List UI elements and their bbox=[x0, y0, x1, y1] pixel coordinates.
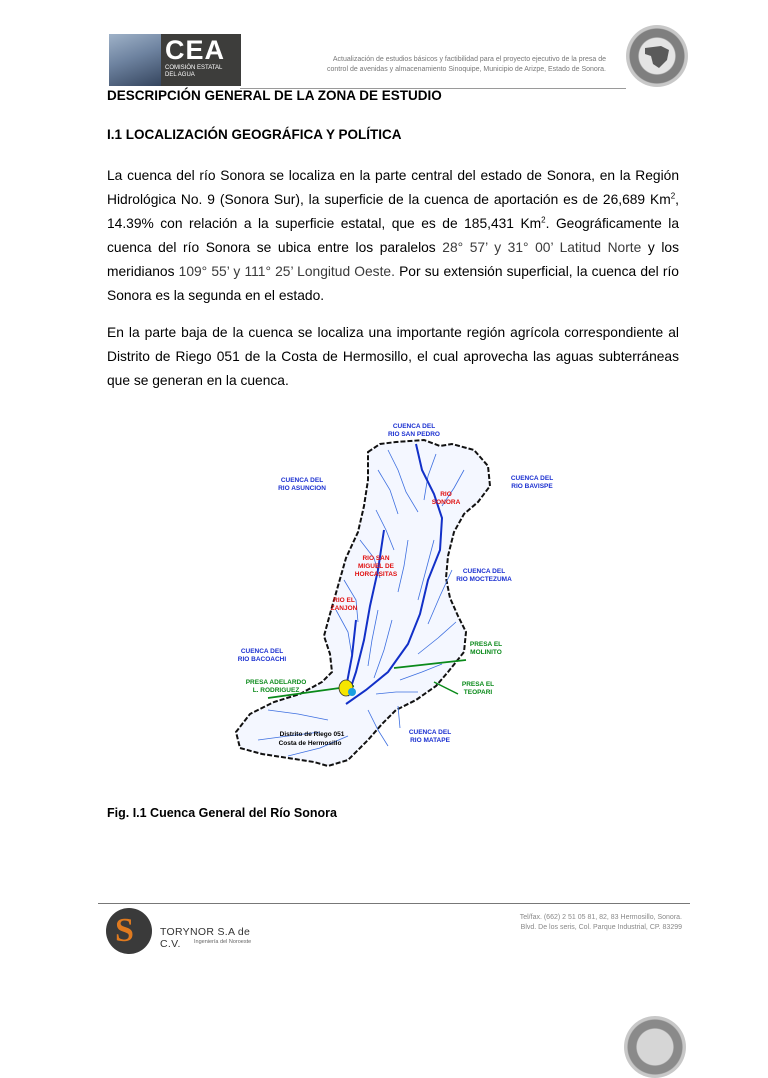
label-san-miguel: HORCASITAS bbox=[354, 571, 398, 578]
header-desc-line1: Actualización de estudios básicos y factibilidad para el proyecto ejecutivo de la presa de bbox=[332, 56, 606, 63]
subsection-title: I.1 LOCALIZACIÓN GEOGRÁFICA Y POLÍTICA bbox=[107, 127, 402, 142]
superscript: 2 bbox=[541, 215, 546, 225]
cea-logo-subtitle bbox=[165, 65, 239, 79]
header-desc-line2: control de avenidas y almacenamiento Sinoquipe, Municipio de Arizpe, Estado de Sonora. bbox=[326, 66, 606, 73]
contact-line2: Blvd. De los seris, Col. Parque Industrial, CP. 83299 bbox=[520, 924, 682, 931]
paragraph-text: Por su extensión superficial, la cuenca del río Sonora es la segunda en el estado. bbox=[107, 264, 679, 303]
cea-subtitle-line1: COMISIÓN ESTATAL bbox=[165, 65, 223, 71]
label-san-miguel: MIGUEL DE bbox=[358, 563, 394, 570]
paragraph-irrigation: En la parte baja de la cuenca se localiza una importante región agrícola correspondiente al Distrito de Riego 051 de la Costa de Hermosillo, el cual aprovecha las aguas subterráneas que se generan en la cuenca. bbox=[107, 325, 679, 388]
label-distrito: Costa de Hermosillo bbox=[278, 740, 342, 747]
header-project-description bbox=[290, 55, 606, 75]
label-zanjon: ZANJON bbox=[330, 605, 358, 612]
latitude-range: 28° 57’ y 31° 00’ Latitud Norte bbox=[442, 240, 642, 255]
sonora-basin-map bbox=[228, 410, 558, 780]
footer-divider bbox=[98, 903, 690, 904]
cea-subtitle-line2: DEL AGUA bbox=[165, 72, 195, 78]
paragraph-location bbox=[107, 164, 679, 308]
cea-logo-text: CEA bbox=[165, 35, 226, 65]
next-page-seal-icon bbox=[624, 1016, 686, 1078]
contact-line1: Tel/fax. (662) 2 51 05 81, 82, 83 Hermosillo, Sonora. bbox=[519, 914, 682, 921]
torynor-logo-letter: S bbox=[115, 912, 134, 949]
label-moctezuma: CUENCA DEL bbox=[462, 568, 506, 575]
label-matape: RIO MATAPE bbox=[410, 737, 450, 744]
label-teopari: PRESA EL bbox=[461, 681, 495, 688]
label-san-pedro: RIO SAN PEDRO bbox=[387, 431, 441, 438]
company-name: TORYNOR S.A de C.V. bbox=[160, 926, 251, 950]
paragraph-text: , 14.39% con relación a la superficie estatal, que es de 185,431 Km bbox=[107, 192, 679, 231]
label-bavispe: CUENCA DEL bbox=[510, 475, 554, 482]
label-san-miguel: RIO SAN bbox=[362, 555, 390, 562]
label-bavispe: RIO BAVISPE bbox=[511, 483, 553, 490]
label-molinito: MOLINITO bbox=[470, 649, 502, 656]
cea-logo bbox=[109, 34, 241, 86]
label-matape: CUENCA DEL bbox=[408, 729, 452, 736]
longitude-range: 109° 55’ y 111° 25’ Longitud Oeste. bbox=[178, 264, 395, 279]
label-teopari: TEOPARI bbox=[463, 689, 493, 696]
torynor-logo bbox=[102, 906, 262, 956]
hermosillo-marker bbox=[348, 688, 356, 696]
label-rio-sonora: RIO bbox=[440, 491, 452, 498]
label-asuncion: RIO ASUNCION bbox=[278, 485, 326, 492]
label-adelardo: PRESA ADELARDO bbox=[245, 679, 307, 686]
label-bacoachi: RIO BACOACHI bbox=[237, 656, 287, 663]
water-drop-icon bbox=[109, 34, 161, 86]
label-rio-sonora: SONORA bbox=[431, 499, 461, 506]
label-distrito: Distrito de Riego 051 bbox=[279, 731, 345, 738]
label-asuncion: CUENCA DEL bbox=[280, 477, 324, 484]
basin-outline bbox=[236, 440, 490, 766]
paragraph-text: La cuenca del río Sonora se localiza en la parte central del estado de Sonora, en la Región Hidrológica No. 9 (Sonora Sur), la superficie de la cuenca de aportación es de 26,689 Km bbox=[107, 168, 679, 207]
label-adelardo: L. RODRIGUEZ bbox=[252, 687, 300, 694]
label-bacoachi: CUENCA DEL bbox=[240, 648, 284, 655]
label-zanjon: RIO EL bbox=[333, 597, 355, 604]
figure-caption: Fig. I.1 Cuenca General del Río Sonora bbox=[107, 806, 337, 820]
label-san-pedro: CUENCA DEL bbox=[392, 423, 436, 430]
label-molinito: PRESA EL bbox=[469, 641, 503, 648]
company-tagline: Ingeniería del Noroeste bbox=[194, 939, 252, 945]
footer-contact bbox=[460, 913, 682, 933]
superscript: 2 bbox=[670, 191, 676, 201]
label-moctezuma: RIO MOCTEZUMA bbox=[456, 576, 512, 583]
section-title: DESCRIPCIÓN GENERAL DE LA ZONA DE ESTUDIO bbox=[107, 88, 442, 103]
sonora-seal-icon bbox=[626, 25, 688, 87]
paragraph-text: . Geográficamente la cuenca del río Sonora se ubica entre los paralelos bbox=[107, 216, 680, 255]
teopari-leader-line bbox=[434, 682, 458, 694]
paragraph-text: y los meridianos bbox=[107, 240, 679, 279]
